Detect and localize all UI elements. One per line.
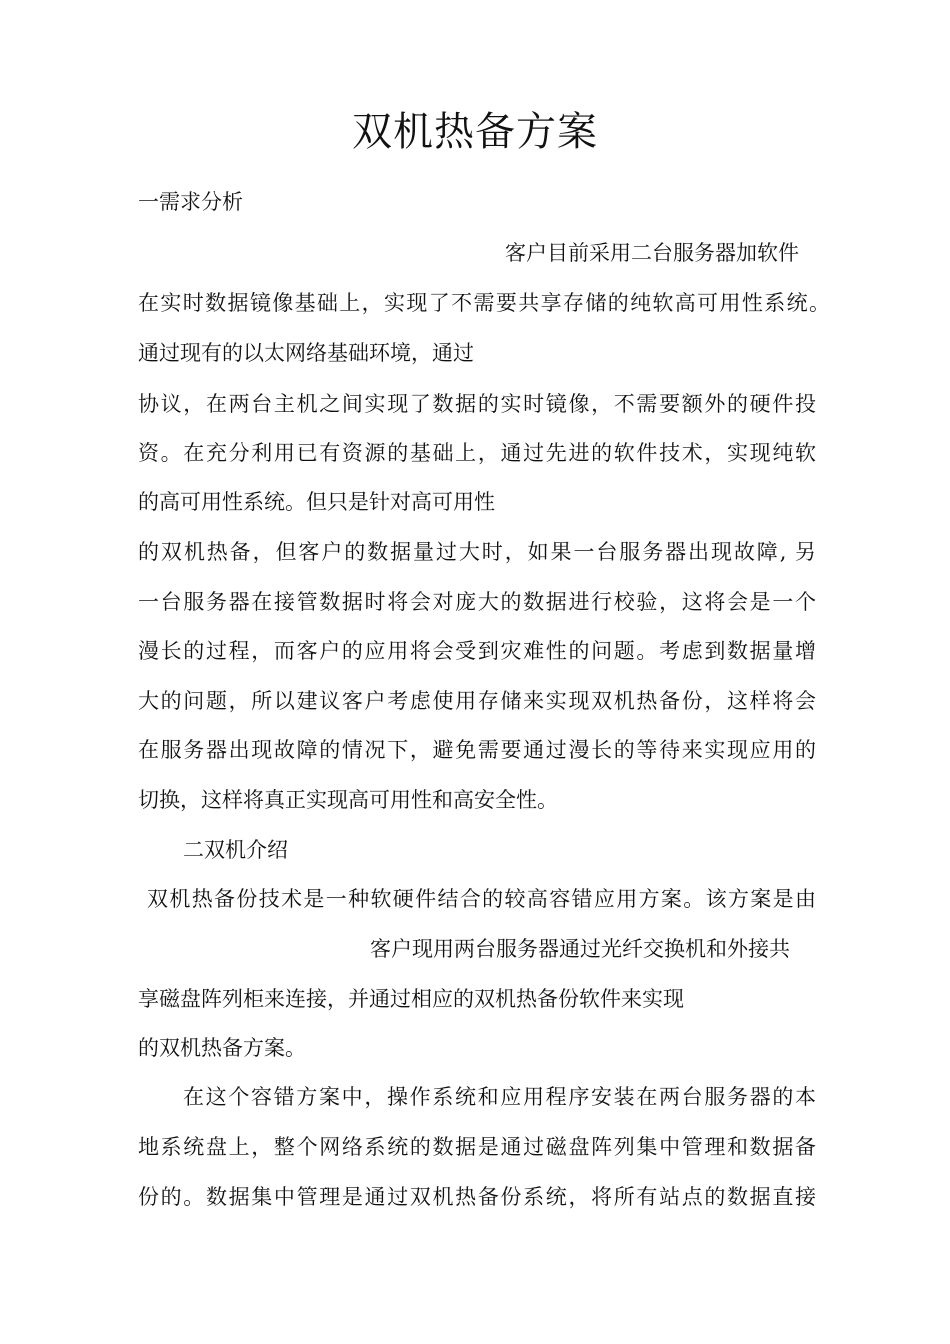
paragraph-line: 在这个容错方案中，操作系统和应用程序安装在两台服务器的本 <box>183 1085 816 1109</box>
section-heading-requirements: 一需求分析 <box>138 190 243 214</box>
paragraph-line: 一台服务器在接管数据时将会对庞大的数据进行校验，这将会是一个 <box>138 590 816 614</box>
paragraph-line: 的双机热备，但客户的数据量过大时，如果一台服务器出现故障, 另 <box>138 540 816 564</box>
paragraph-line: 的高可用性系统。但只是针对高可用性 <box>138 490 495 514</box>
paragraph-line: 协议，在两台主机之间实现了数据的实时镜像，不需要额外的硬件投 <box>138 392 816 416</box>
section-heading-dual-intro: 二双机介绍 <box>183 838 288 862</box>
paragraph-line: 漫长的过程，而客户的应用将会受到灾难性的问题。考虑到数据量增 <box>138 639 816 663</box>
paragraph-line: 享磁盘阵列柜来连接，并通过相应的双机热备份软件来实现 <box>138 987 684 1011</box>
paragraph-line: 双机热备份技术是一种软硬件结合的较高容错应用方案。该方案是由 <box>147 887 816 911</box>
paragraph-line: 客户目前采用二台服务器加软件 <box>505 241 799 265</box>
paragraph-line: 大的问题，所以建议客户考虑使用存储来实现双机热备份，这样将会 <box>138 689 816 713</box>
paragraph-line: 份的。数据集中管理是通过双机热备份系统，将所有站点的数据直接 <box>138 1185 816 1209</box>
paragraph-line: 客户现用两台服务器通过光纤交换机和外接共 <box>370 937 790 961</box>
paragraph-line: 地系统盘上，整个网络系统的数据是通过磁盘阵列集中管理和数据备 <box>138 1135 816 1159</box>
paragraph-line: 在服务器出现故障的情况下，避免需要通过漫长的等待来实现应用的 <box>138 738 816 762</box>
paragraph-line: 通过现有的以太网络基础环境，通过 <box>138 341 474 365</box>
paragraph-line: 切换，这样将真正实现高可用性和高安全性。 <box>138 788 558 812</box>
document-title: 双机热备方案 <box>352 109 598 155</box>
paragraph-line: 的双机热备方案。 <box>138 1036 306 1060</box>
paragraph-line: 在实时数据镜像基础上，实现了不需要共享存储的纯软高可用性系统。 <box>138 291 830 315</box>
paragraph-line: 资。在充分利用已有资源的基础上，通过先进的软件技术，实现纯软 <box>138 441 816 465</box>
